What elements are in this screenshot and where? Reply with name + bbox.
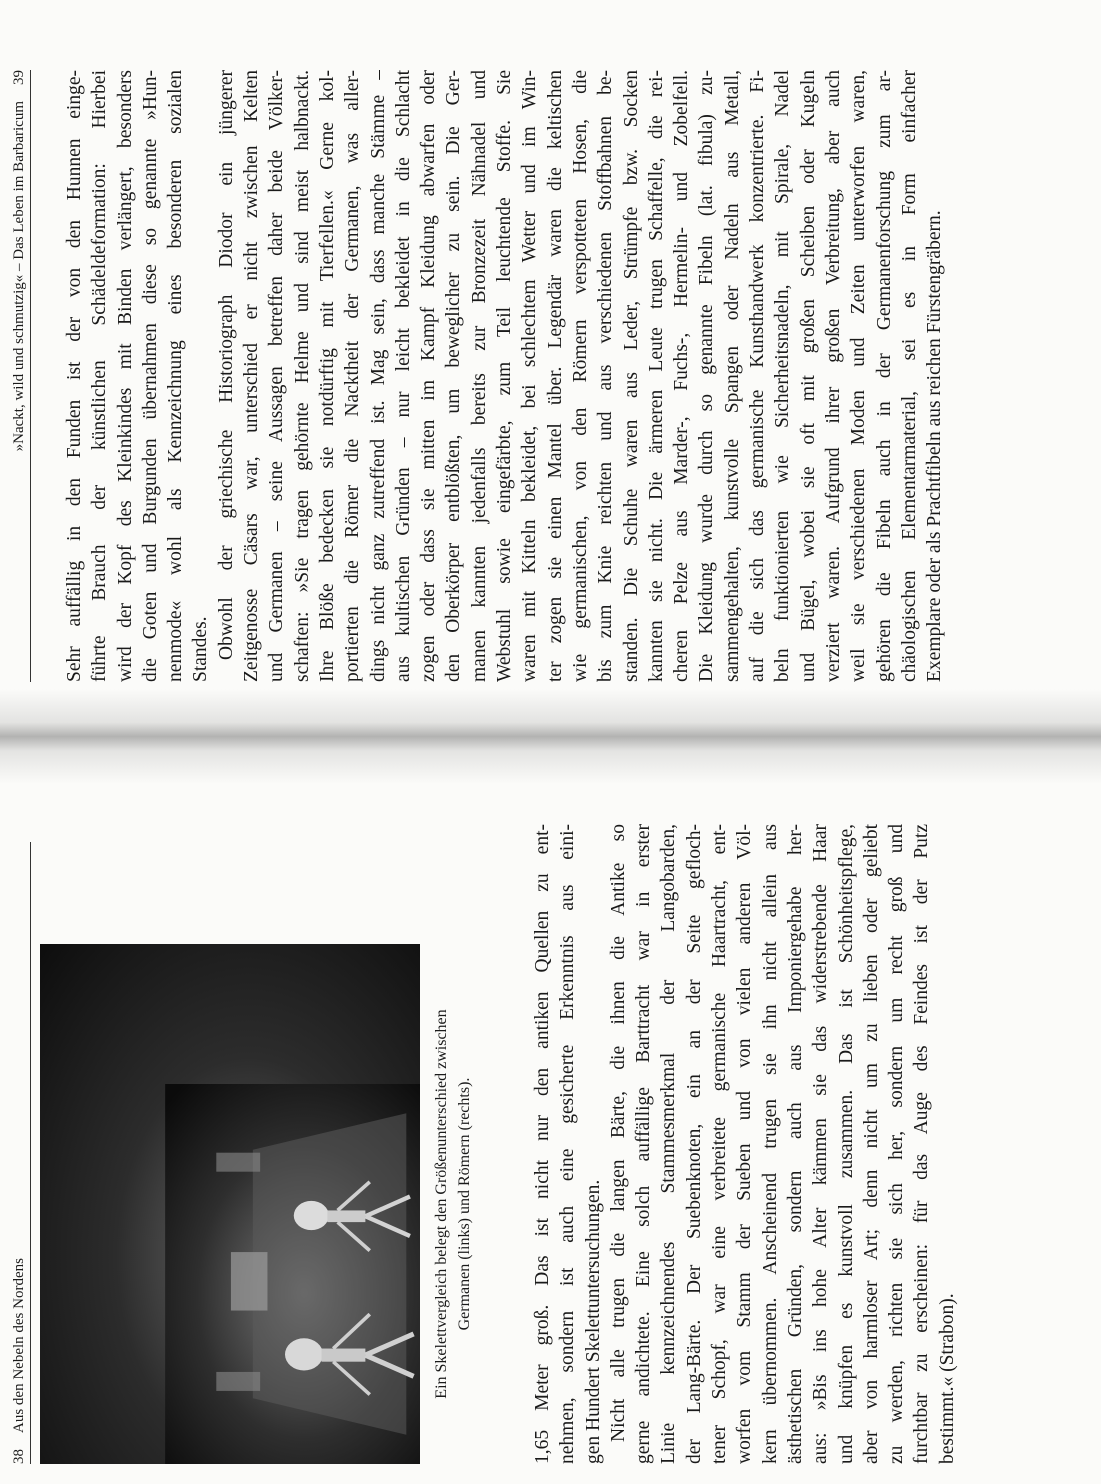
body-line: standen. Die Schuhe waren aus Leder, Strümpfe bzw. Socken xyxy=(620,70,642,682)
photo-caption xyxy=(430,944,476,1464)
body-line: gerne andichtete. Eine solch auffällige Barttracht war in erster xyxy=(633,824,655,1464)
left-page-number: 38 xyxy=(11,1449,27,1464)
body-line: gen Hundert Skelettuntersuchungen. xyxy=(582,1179,604,1464)
body-line: portierten die Römer die Nacktheit der Germanen, was aller- xyxy=(342,70,364,682)
body-line: aus: »Bis ins hohe Alter kämmen sie das widerstrebende Haar xyxy=(810,824,832,1464)
body-line: verziert waren. Aufgrund ihrer großen Verbreitung, aber auch xyxy=(822,70,844,682)
body-line: Obwohl der griechische Historiograph Diodor ein jüngerer xyxy=(215,70,237,660)
left-page xyxy=(0,742,1101,1484)
right-body-text xyxy=(62,70,947,682)
body-line: beln funktionierten wie Sicherheitsnadeln, mit Spirale, Nadel xyxy=(772,70,794,682)
body-line: Sehr auffällig in den Funden ist der von den Hunnen einge- xyxy=(64,70,85,682)
body-line: gehören die Fibeln auch in der Germanenforschung zum ar- xyxy=(873,70,895,682)
left-running-head-title: Aus den Nebeln des Nordens xyxy=(11,1258,27,1433)
body-line: schaften: »Sie tragen gehörnte Helme und sind meist halbnackt. xyxy=(291,70,313,682)
body-line: nenmode« wohl als Kennzeichnung eines besonderen sozialen xyxy=(165,70,187,682)
right-running-head-title: »Nackt, wild und schmutzig« – Das Leben im Barbaricum xyxy=(11,101,27,452)
left-running-head xyxy=(10,1258,28,1464)
body-line: ästhetischen Gründen, sondern auch aus Imponiergehabe her- xyxy=(784,824,806,1464)
body-line: Ihre Blöße bedecken sie notdürftig mit Tierfellen.« Gerne kol- xyxy=(316,70,338,682)
body-line: die Goten und Burgunden übernahmen diese so genannte »Hun- xyxy=(139,70,161,682)
body-line: und Bügel, wobei sie oft mit großen Scheiben oder Kugeln xyxy=(797,70,819,682)
body-line: chäologischen Elementarmaterial, sei es in Form einfacher xyxy=(898,70,920,682)
left-body-text xyxy=(530,824,960,1464)
body-line: der Lang-Bärte. Der Suebenknoten, ein an der Seite gefloch- xyxy=(683,824,705,1464)
body-line: und knüpfen es kunstvoll zusammen. Das ist Schönheitspflege, xyxy=(835,824,857,1464)
body-line: Zeitgenosse Cäsars war, unterschied er nicht zwischen Kelten xyxy=(241,70,263,682)
body-line: ter zogen sie einen Mantel über. Legendär waren die keltischen xyxy=(544,70,566,682)
body-line: zogen oder dass sie mitten im Kampf Kleidung abwarfen oder xyxy=(418,70,440,682)
body-line: zu werden, richten sie sich her, sondern um recht groß und xyxy=(886,824,908,1464)
left-header-rule xyxy=(30,842,31,1464)
caption-line-1: Ein Skelettvergleich belegt den Größenunterschied zwischen xyxy=(433,1009,450,1399)
right-running-head xyxy=(10,70,28,451)
body-line: weil sie verschiedenen Moden und Zeiten unterworfen waren, xyxy=(848,70,870,682)
body-line: aus kultischen Gründen – nur leicht bekleidet in die Schlacht xyxy=(392,70,414,682)
body-line: den Oberkörper entblößten, um beweglicher zu sein. Die Ger- xyxy=(443,70,465,682)
body-line: nehmen, sondern ist auch eine gesicherte Erkenntnis aus eini- xyxy=(557,824,579,1464)
body-line: kern übernommen. Anscheinend trugen sie ihn nicht allein aus xyxy=(759,824,781,1464)
body-line: kannten sie nicht. Die ärmeren Leute trugen Schaffelle, die rei- xyxy=(645,70,667,682)
body-line: Linie kennzeichnendes Stammesmerkmal der Langobarden, xyxy=(658,824,680,1464)
body-line: wird der Kopf des Kleinkindes mit Binden verlängert, besonders xyxy=(114,70,136,682)
body-line: auf die sich das germanische Kunsthandwerk konzentrierte. Fi- xyxy=(747,70,769,682)
body-line: und Germanen – seine Aussagen betreffen daher beide Völker- xyxy=(266,70,288,682)
body-line: Standes. xyxy=(190,616,212,682)
skeleton-photo xyxy=(40,944,420,1464)
right-header-rule xyxy=(30,70,31,682)
body-line: Die Kleidung wurde durch so genannte Fibeln (lat. fibula) zu- xyxy=(696,70,718,682)
body-line: tener Schopf, war eine verbreitete germanische Haartracht, ent- xyxy=(709,824,731,1464)
body-line: sammengehalten, kunstvolle Spangen oder Nadeln aus Metall, xyxy=(721,70,743,682)
body-line: bis zum Knie reichten und aus verschiedenen Stoffbahnen be- xyxy=(595,70,617,682)
body-line: führte Brauch der künstlichen Schädeldeformation: Hierbei xyxy=(89,70,111,682)
body-line: manen kannten jedenfalls bereits zur Bronzezeit Nähnadel und xyxy=(468,70,490,682)
body-line: waren mit Kitteln bekleidet, bei schlechtem Wetter und im Win- xyxy=(519,70,541,682)
body-line: cheren Pelze aus Marder-, Fuchs-, Hermelin- und Zobelfell. xyxy=(671,70,693,682)
body-line: furchtbar zu erscheinen: für das Auge des Feindes ist der Putz xyxy=(911,824,933,1464)
body-line: dings nicht ganz zutreffend ist. Mag sein, dass manche Stämme – xyxy=(367,70,389,682)
right-page-number: 39 xyxy=(11,70,27,85)
body-line: worfen vom Stamm der Sueben und von vielen anderen Völ- xyxy=(734,824,756,1464)
caption-line-2: Germanen (links) und Römern (rechts). xyxy=(456,1077,473,1331)
skeleton-photo-drawing xyxy=(40,1084,420,1464)
body-line: aber von harmloser Art; denn nicht um zu lieben oder geliebt xyxy=(860,824,882,1464)
body-line: Nicht alle trugen die langen Bärte, die ihnen die Antike so xyxy=(607,824,629,1442)
body-line: Exemplare oder als Prachtfibeln aus reichen Fürstengräbern. xyxy=(924,210,946,682)
body-line: Webstuhl sowie eingefärbte, zum Teil leuchtende Stoffe. Sie xyxy=(494,70,516,682)
body-line: wie germanischen, von den Römern verspotteten Hosen, die xyxy=(569,70,591,682)
body-line: bestimmt.« (Strabon). xyxy=(936,1293,958,1464)
body-line: 1,65 Meter groß. Das ist nicht nur den antiken Quellen zu ent- xyxy=(532,824,553,1464)
